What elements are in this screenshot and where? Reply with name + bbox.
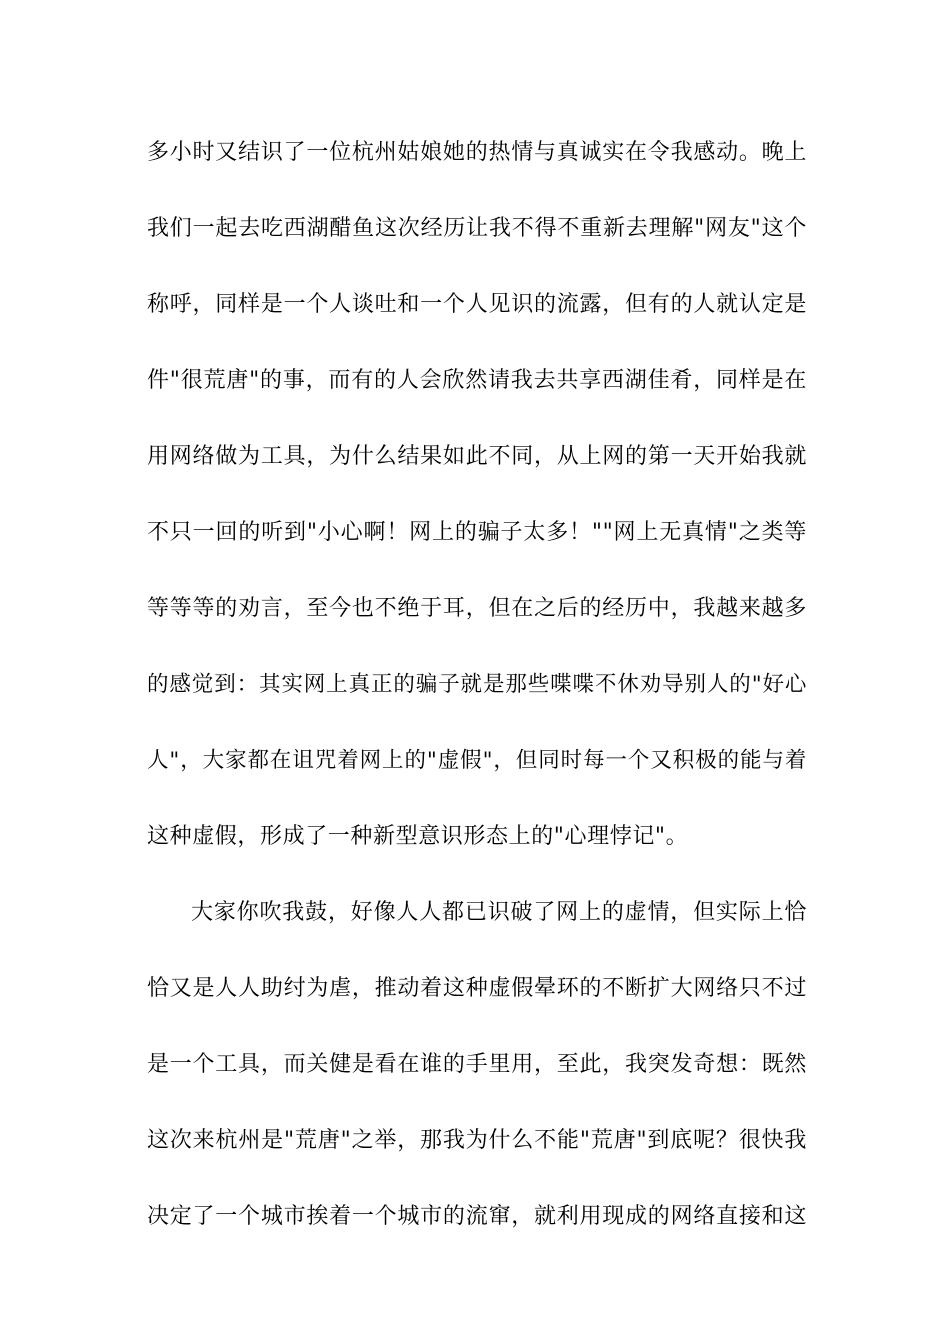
text-line-15: 决定了一个城市挨着一个城市的流窜，就利用现成的网络直接和这 — [147, 1204, 807, 1229]
text-line-14: 这次来杭州是"荒唐"之举，那我为什么不能"荒唐"到底呢？很快我 — [147, 1128, 807, 1153]
text-line-5: 用网络做为工具，为什么结果如此不同，从上网的第一天开始我就 — [147, 444, 807, 469]
text-line-13: 是一个工具，而关健是看在谁的手里用，至此，我突发奇想：既然 — [147, 1052, 807, 1077]
text-line-12: 恰又是人人助纣为虐，推动着这种虚假晕环的不断扩大网络只不过 — [147, 976, 807, 1001]
text-line-7: 等等等的劝言，至今也不绝于耳，但在之后的经历中，我越来越多 — [147, 596, 807, 621]
text-line-4: 件"很荒唐"的事，而有的人会欣然请我去共享西湖佳肴，同样是在 — [147, 368, 807, 393]
text-line-9: 人"，大家都在诅咒着网上的"虚假"，但同时每一个又积极的能与着 — [147, 748, 807, 773]
text-line-8: 的感觉到：其实网上真正的骗子就是那些喋喋不休劝导别人的"好心 — [147, 672, 807, 697]
text-line-11: 大家你吹我鼓，好像人人都已识破了网上的虚情，但实际上恰 — [191, 900, 807, 925]
text-line-1: 多小时又结识了一位杭州姑娘她的热情与真诚实在令我感动。晚上 — [147, 140, 807, 165]
text-line-2: 我们一起去吃西湖醋鱼这次经历让我不得不重新去理解"网友"这个 — [147, 216, 807, 241]
text-line-10: 这种虚假，形成了一种新型意识形态上的"心理悖记"。 — [147, 824, 689, 849]
text-line-3: 称呼，同样是一个人谈吐和一个人见识的流露，但有的人就认定是 — [147, 292, 807, 317]
text-line-6: 不只一回的听到"小心啊！网上的骗子太多！""网上无真情"之类等 — [147, 520, 807, 545]
